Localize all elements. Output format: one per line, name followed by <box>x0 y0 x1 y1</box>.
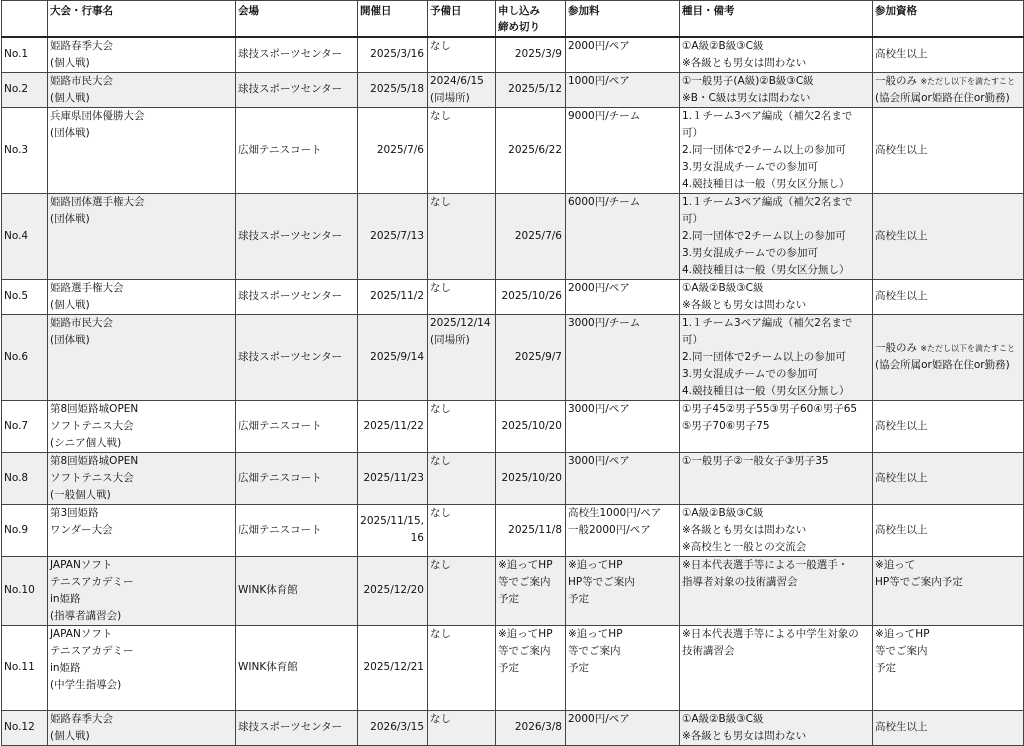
eligibility-cell: 高校生以上 <box>873 107 1024 193</box>
venue-cell: 球技スポーツセンター <box>236 37 358 73</box>
entry-deadline-cell: 2025/10/20 <box>496 400 566 452</box>
row-number-cell: No.6 <box>2 314 48 400</box>
event-date-cell: 2025/7/13 <box>358 193 428 279</box>
events-notes-cell: ①A級②B級③C級 ※各級とも男女は問わない <box>680 279 873 314</box>
events-notes-cell: 1.１チーム3ペア編成（補欠2名まで可） 2.同一団体で2チーム以上の参加可 3.男女混成チームでの参加可 4.競技種目は一般（男女区分無し） <box>680 193 873 279</box>
entry-fee-cell: ※追ってHP HP等でご案内 予定 <box>566 556 680 625</box>
entry-deadline-cell: ※追ってHP 等でご案内 予定 <box>496 625 566 710</box>
entry-deadline-cell: 2025/11/8 <box>496 504 566 556</box>
event-name-cell: 姫路選手権大会 (個人戦) <box>48 279 236 314</box>
eligibility-cell: ※追って HP等でご案内予定 <box>873 556 1024 625</box>
reserve-date-cell: なし <box>428 452 496 504</box>
reserve-date-cell: なし <box>428 107 496 193</box>
row-number-cell: No.2 <box>2 72 48 107</box>
header-events: 種目・備考 <box>680 1 873 37</box>
table-row <box>2 452 1024 504</box>
eligibility-cell: 高校生以上 <box>873 452 1024 504</box>
reserve-date-cell: なし <box>428 625 496 710</box>
event-name-cell: 兵庫県団体優勝大会 (団体戦) <box>48 107 236 193</box>
reserve-date-cell: なし <box>428 556 496 625</box>
table-row <box>2 37 1024 73</box>
venue-cell: 広畑テニスコート <box>236 504 358 556</box>
event-name-cell: 姫路市民大会 (個人戦) <box>48 72 236 107</box>
entry-fee-cell: 9000円/チーム <box>566 107 680 193</box>
eligibility-cell: 高校生以上 <box>873 193 1024 279</box>
eligibility-main: 一般のみ <box>875 74 917 87</box>
entry-fee-cell: ※追ってHP 等でご案内 予定 <box>566 625 680 710</box>
header-eligibility: 参加資格 <box>873 1 1024 37</box>
table-row <box>2 625 1024 710</box>
event-name-cell: 姫路団体選手権大会 (団体戦) <box>48 193 236 279</box>
tournament-schedule-table <box>1 0 1024 746</box>
entry-fee-cell: 3000円/ペア <box>566 400 680 452</box>
venue-cell: 球技スポーツセンター <box>236 72 358 107</box>
header-row <box>2 1 1024 37</box>
events-notes-cell: ①一般男子(A級)②B級③C級 ※B・C級は男女は問わない <box>680 72 873 107</box>
events-notes-cell: ※日本代表選手等による一般選手・ 指導者対象の技術講習会 <box>680 556 873 625</box>
eligibility-cell: 高校生以上 <box>873 279 1024 314</box>
entry-deadline-cell: 2025/9/7 <box>496 314 566 400</box>
eligibility-cell: 高校生以上 <box>873 37 1024 73</box>
event-date-cell: 2025/3/16 <box>358 37 428 73</box>
venue-cell: WINK体育館 <box>236 556 358 625</box>
event-date-cell: 2026/3/15 <box>358 710 428 745</box>
event-name-cell: 第8回姫路城OPEN ソフトテニス大会 (一般個人戦) <box>48 452 236 504</box>
event-name-cell: 第3回姫路 ワンダー大会 <box>48 504 236 556</box>
entry-fee-cell: 1000円/ペア <box>566 72 680 107</box>
header-reserve: 予備日 <box>428 1 496 37</box>
eligibility-extra: (協会所属or姫路在住or勤務) <box>875 359 1010 371</box>
eligibility-cell: ※追ってHP 等でご案内 予定 <box>873 625 1024 710</box>
table-row <box>2 314 1024 400</box>
eligibility-main: 一般のみ <box>875 342 917 354</box>
row-number-cell: No.8 <box>2 452 48 504</box>
reserve-date-cell: 2024/6/15 (同場所) <box>428 72 496 107</box>
event-date-cell: 2025/9/14 <box>358 314 428 400</box>
row-number-cell: No.10 <box>2 556 48 625</box>
entry-fee-cell: 2000円/ペア <box>566 710 680 745</box>
header-name: 大会・行事名 <box>48 1 236 37</box>
eligibility-cell <box>873 314 1024 400</box>
reserve-date-cell: なし <box>428 279 496 314</box>
row-number-cell: No.5 <box>2 279 48 314</box>
reserve-date-cell: なし <box>428 37 496 73</box>
events-notes-cell: 1.１チーム3ペア編成（補欠2名まで可） 2.同一団体で2チーム以上の参加可 3.男女混成チームでの参加可 4.競技種目は一般（男女区分無し） <box>680 107 873 193</box>
table-row <box>2 107 1024 193</box>
eligibility-cell <box>873 72 1024 107</box>
row-number-cell: No.12 <box>2 710 48 745</box>
row-number-cell: No.1 <box>2 37 48 73</box>
venue-cell: 球技スポーツセンター <box>236 279 358 314</box>
table-row <box>2 193 1024 279</box>
entry-fee-cell: 3000円/ペア <box>566 452 680 504</box>
entry-fee-cell: 2000円/ペア <box>566 279 680 314</box>
table-row <box>2 710 1024 745</box>
entry-deadline-cell: 2025/10/26 <box>496 279 566 314</box>
eligibility-cell: 高校生以上 <box>873 710 1024 745</box>
reserve-date-cell: なし <box>428 504 496 556</box>
row-number-cell: No.4 <box>2 193 48 279</box>
row-number-cell: No.11 <box>2 625 48 710</box>
entry-fee-cell: 6000円/チーム <box>566 193 680 279</box>
entry-deadline-cell: 2025/5/12 <box>496 72 566 107</box>
event-date-cell: 2025/11/15, 16 <box>358 504 428 556</box>
eligibility-note: ※ただし以下を満たすこと <box>920 76 1016 86</box>
entry-deadline-cell: 2025/7/6 <box>496 193 566 279</box>
reserve-date-cell: なし <box>428 400 496 452</box>
event-date-cell: 2025/11/23 <box>358 452 428 504</box>
header-deadline: 申し込み 締め切り <box>496 1 566 37</box>
row-number-cell: No.7 <box>2 400 48 452</box>
venue-cell: 球技スポーツセンター <box>236 710 358 745</box>
header-no <box>2 1 48 37</box>
reserve-date-cell: なし <box>428 193 496 279</box>
table-row <box>2 504 1024 556</box>
eligibility-note: ※ただし以下を満たすこと <box>920 344 1016 353</box>
event-name-cell: 姫路市民大会 (団体戦) <box>48 314 236 400</box>
event-date-cell: 2025/7/6 <box>358 107 428 193</box>
events-notes-cell: ※日本代表選手等による中学生対象の 技術講習会 <box>680 625 873 710</box>
row-number-cell: No.9 <box>2 504 48 556</box>
entry-fee-cell: 高校生1000円/ペア 一般2000円/ペア <box>566 504 680 556</box>
event-date-cell: 2025/12/21 <box>358 625 428 710</box>
events-notes-cell: ①男子45②男子55③男子60④男子65 ⑤男子70⑥男子75 <box>680 400 873 452</box>
table-row <box>2 556 1024 625</box>
venue-cell: 広畑テニスコート <box>236 400 358 452</box>
entry-deadline-cell: ※追ってHP 等でご案内 予定 <box>496 556 566 625</box>
header-venue: 会場 <box>236 1 358 37</box>
header-date: 開催日 <box>358 1 428 37</box>
entry-deadline-cell: 2025/6/22 <box>496 107 566 193</box>
table-row <box>2 400 1024 452</box>
venue-cell: WINK体育館 <box>236 625 358 710</box>
entry-fee-cell: 3000円/チーム <box>566 314 680 400</box>
table-row <box>2 72 1024 107</box>
event-name-cell: JAPANソフト テニスアカデミー in姫路 (指導者講習会) <box>48 556 236 625</box>
eligibility-cell: 高校生以上 <box>873 400 1024 452</box>
events-notes-cell: ①一般男子②一般女子③男子35 <box>680 452 873 504</box>
entry-deadline-cell: 2025/3/9 <box>496 37 566 73</box>
reserve-date-cell: 2025/12/14 (同場所) <box>428 314 496 400</box>
event-date-cell: 2025/11/22 <box>358 400 428 452</box>
reserve-date-cell: なし <box>428 710 496 745</box>
venue-cell: 球技スポーツセンター <box>236 193 358 279</box>
event-name-cell: 第8回姫路城OPEN ソフトテニス大会 (シニア個人戦) <box>48 400 236 452</box>
events-notes-cell: ①A級②B級③C級 ※各級とも男女は問わない ※高校生と一般との交流会 <box>680 504 873 556</box>
venue-cell: 球技スポーツセンター <box>236 314 358 400</box>
event-name-cell: 姫路春季大会 (個人戦) <box>48 37 236 73</box>
event-date-cell: 2025/5/18 <box>358 72 428 107</box>
entry-deadline-cell: 2026/3/8 <box>496 710 566 745</box>
eligibility-cell: 高校生以上 <box>873 504 1024 556</box>
event-name-cell: JAPANソフト テニスアカデミー in姫路 (中学生指導会) <box>48 625 236 710</box>
table-row <box>2 279 1024 314</box>
event-name-cell: 姫路春季大会 (個人戦) <box>48 710 236 745</box>
event-date-cell: 2025/12/20 <box>358 556 428 625</box>
events-notes-cell: 1.１チーム3ペア編成（補欠2名まで可） 2.同一団体で2チーム以上の参加可 3.男女混成チームでの参加可 4.競技種目は一般（男女区分無し） <box>680 314 873 400</box>
header-fee: 参加料 <box>566 1 680 37</box>
venue-cell: 広畑テニスコート <box>236 107 358 193</box>
eligibility-extra: (協会所属or姫路在住or勤務) <box>875 91 1010 104</box>
entry-deadline-cell: 2025/10/20 <box>496 452 566 504</box>
entry-fee-cell: 2000円/ペア <box>566 37 680 73</box>
event-date-cell: 2025/11/2 <box>358 279 428 314</box>
events-notes-cell: ①A級②B級③C級 ※各級とも男女は問わない <box>680 37 873 73</box>
row-number-cell: No.3 <box>2 107 48 193</box>
venue-cell: 広畑テニスコート <box>236 452 358 504</box>
events-notes-cell: ①A級②B級③C級 ※各級とも男女は問わない <box>680 710 873 745</box>
